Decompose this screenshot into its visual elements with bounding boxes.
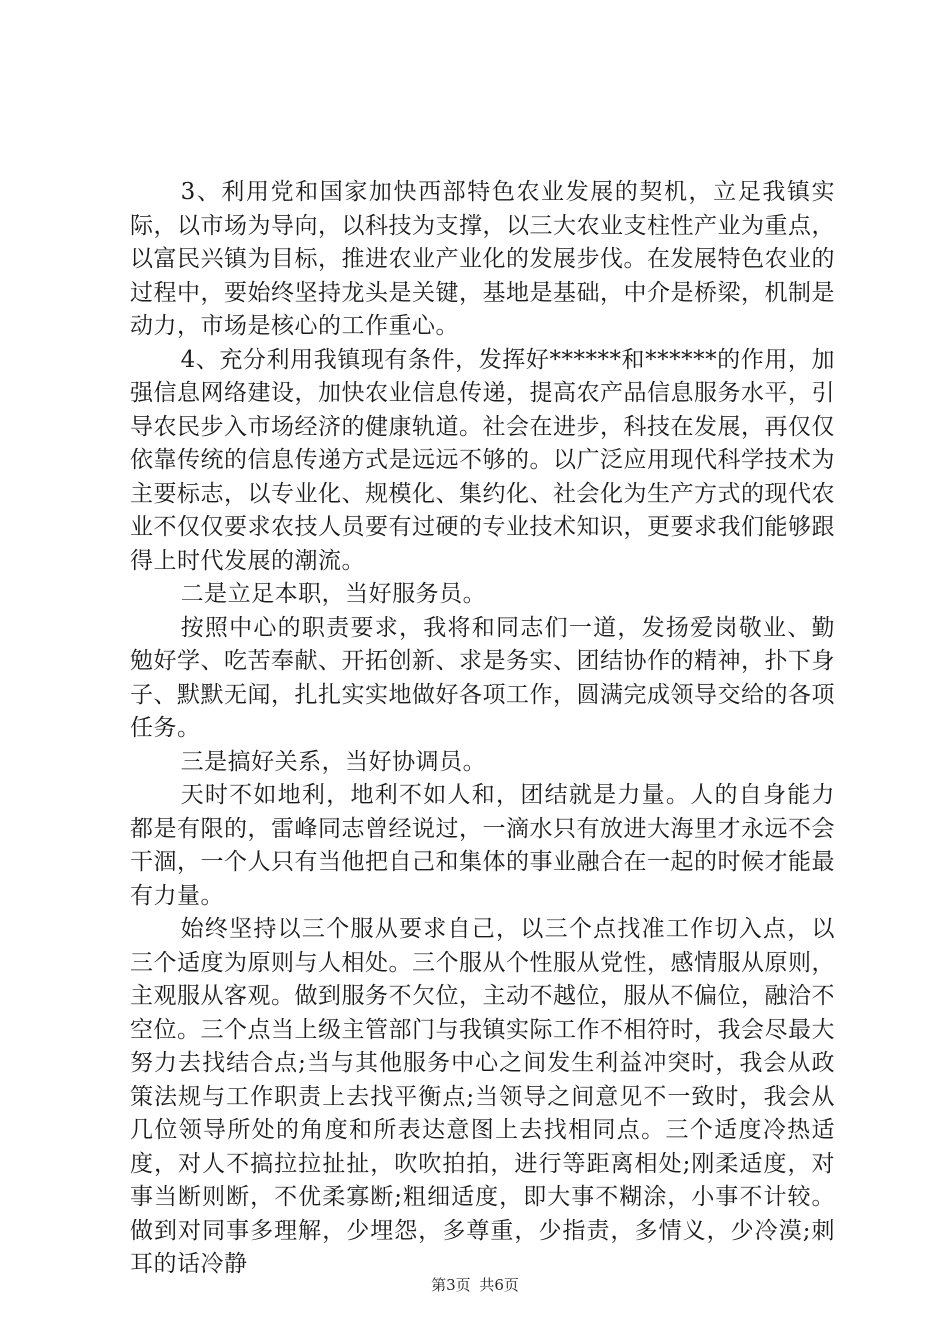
page-total: 共6页 (479, 1276, 519, 1294)
paragraph-item-3: 3、利用党和国家加快西部特色农业发展的契机，立足我镇实际，以市场为导向，以科技为支撑，以三大农业支柱性产业为重点，以富民兴镇为目标，推进农业产业化的发展步伐。在发展特色农业的过程中，要始终坚持龙头是关键，基地是基础，中介是桥梁，机制是动力，市场是核心的工作重心。 (130, 179, 835, 339)
page-footer (0, 1275, 950, 1295)
section-heading-service: 二是立足本职，当好服务员。 (180, 581, 487, 607)
section-heading-coordination: 三是搞好关系，当好协调员。 (180, 748, 487, 775)
paragraph-three-principles: 始终坚持以三个服从要求自己，以三个点找准工作切入点，以三个适度为原则与人相处。三个服从个性服从党性，感情服从原则，主观服从客观。做到服务不欠位，主动不越位，服从不偏位，融洽不空位。三个点当上级主管部门与我镇实际工作不相符时，我会尽最大努力去找结合点;当与其他服务中心之间发生利益冲突时，我会从政策法规与工作职责上去找平衡点;当领导之间意见不一致时，我会从几位领导所处的角度和所表达意图上去找相同点。三个适度冷热适度，对人不搞拉拉扯扯，吹吹拍拍，进行等距离相处;刚柔适度，对事当断则断，不优柔寡断;粗细适度，即大事不糊涂，小事不计较。做到对同事多理解，少埋怨，多尊重，少指责，多情义，少冷漠;刺耳的话冷静 (130, 916, 835, 1277)
paragraph-item-4: 4、充分利用我镇现有条件，发挥好******和******的作用，加强信息网络建设，加快农业信息传递，提高农产品信息服务水平，引导农民步入市场经济的健康轨道。社会在进步，科技在发展，再仅仅依靠传统的信息传递方式是远远不够的。以广泛应用现代科学技术为主要标志，以专业化、规模化、集约化、社会化为生产方式的现代农业不仅仅要求农技人员要有过硬的专业技术知识，更要求我们能够跟得上时代发展的潮流。 (130, 346, 835, 574)
paragraph-unity: 天时不如地利，地利不如人和，团结就是力量。人的自身能力都是有限的，雷峰同志曾经说过，一滴水只有放进大海里才永远不会干涸，一个人只有当他把自己和集体的事业融合在一起的时候才能最有力量。 (130, 782, 835, 909)
page-number: 第3页 (431, 1276, 471, 1294)
document-body (130, 176, 835, 1282)
paragraph-service: 按照中心的职责要求，我将和同志们一道，发扬爱岗敬业、勤勉好学、吃苦奉献、开拓创新、求是务实、团结协作的精神，扑下身子、默默无闻，扎扎实实地做好各项工作，圆满完成领导交给的各项任务。 (130, 614, 835, 741)
